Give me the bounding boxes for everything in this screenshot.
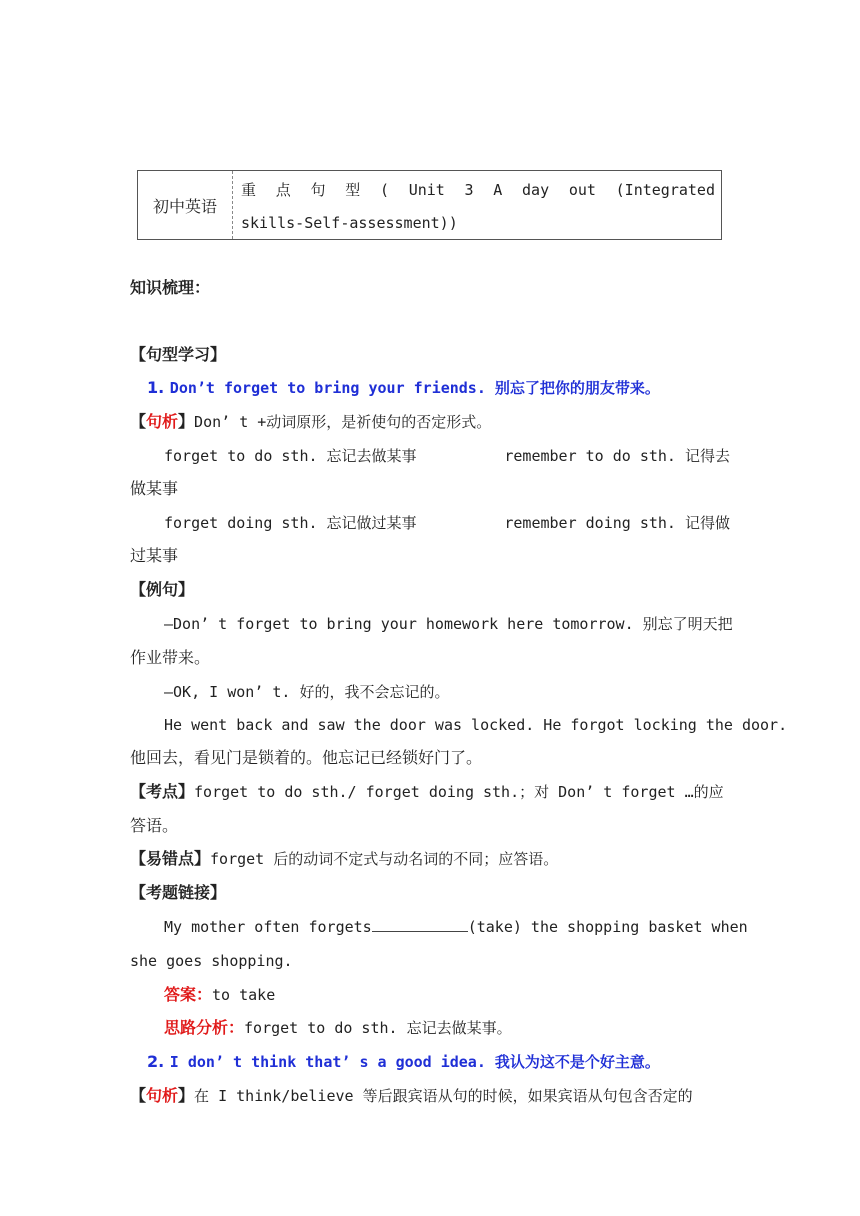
answer-line <box>164 985 764 1005</box>
item-number: 1. <box>147 378 165 397</box>
think-line <box>164 1018 764 1038</box>
usage-row-1 <box>164 446 730 466</box>
item-number: 2. <box>147 1052 165 1071</box>
question-pre: My mother often forgets <box>164 918 372 936</box>
item-2-sentence <box>147 1052 747 1072</box>
title-token: A <box>493 181 503 199</box>
think-text: forget to do sth. 忘记去做某事。 <box>244 1019 512 1037</box>
analysis-text: Don’ t +动词原形，是祈使句的否定形式。 <box>194 413 492 431</box>
kaodian-line <box>130 782 730 802</box>
usage-left: forget to do sth. 忘记去做某事 <box>164 447 417 465</box>
title-token: 句 <box>310 181 326 199</box>
answer-label: 答案： <box>164 985 213 1004</box>
answer-blank <box>372 917 468 932</box>
title-line-1 <box>241 174 715 207</box>
kaodian-cont: 答语。 <box>130 816 179 835</box>
link-label: 【考题链接】 <box>130 883 227 902</box>
title-token: day <box>522 181 550 199</box>
title-token: (Integrated <box>615 181 715 199</box>
usage-right: remember to do sth. 记得去 <box>504 447 730 465</box>
header-table <box>137 170 722 240</box>
example-label: 【例句】 <box>130 580 195 599</box>
kaodian-label: 【考点】 <box>130 782 195 801</box>
question-cont: she goes shopping. <box>130 952 293 970</box>
subject-cell: 初中英语 <box>138 171 233 239</box>
sentence-study-heading: 【句型学习】 <box>130 345 227 364</box>
title-token: 点 <box>275 181 291 199</box>
example-line: 他回去，看见门是锁着的。他忘记已经锁好门了。 <box>130 748 483 767</box>
yicuo-line <box>130 849 730 869</box>
usage-row-1-cont: 做某事 <box>130 479 179 498</box>
yicuo-label: 【易错点】 <box>130 849 211 868</box>
title-token: out <box>568 181 596 199</box>
example-line: 作业带来。 <box>130 648 211 667</box>
title-token: Unit <box>408 181 445 199</box>
example-line: —OK, I won’ t. 好的，我不会忘记的。 <box>164 683 450 701</box>
analysis-label: 句析 <box>146 412 179 431</box>
question-post: (take) the shopping basket when <box>467 918 748 936</box>
example-line: He went back and saw the door was locked. He forgot locking the door. <box>164 716 788 734</box>
title-token: 重 <box>241 181 257 199</box>
section-heading: 知识梳理： <box>130 278 211 297</box>
title-token: 3 <box>464 181 474 199</box>
usage-row-2-cont: 过某事 <box>130 546 179 565</box>
title-token: 型 <box>345 181 361 199</box>
usage-left: forget doing sth. 忘记做过某事 <box>164 514 417 532</box>
think-label: 思路分析： <box>164 1018 245 1037</box>
analysis-text: 在 I think/believe 等后跟宾语从句的时候，如果宾语从句包含否定的 <box>194 1087 693 1105</box>
key-sentence: I don’ t think that’ s a good idea. 我认为这不是个好主意。 <box>169 1053 660 1071</box>
kaodian-text: forget to do sth./ forget doing sth.；对 Don’ t forget …的应 <box>194 783 724 801</box>
item-2-analysis: 【句析】在 I think/believe 等后跟宾语从句的时候，如果宾语从句包含否定的 <box>130 1086 693 1105</box>
analysis-label: 句析 <box>146 1086 179 1105</box>
title-cell <box>233 171 721 239</box>
key-sentence: Don’t forget to bring your friends. 别忘了把你的朋友带来。 <box>169 379 660 397</box>
yicuo-text: forget 后的动词不定式与动名词的不同；应答语。 <box>210 850 559 868</box>
question-line <box>164 917 748 937</box>
usage-row-2 <box>164 513 730 533</box>
title-token: ( <box>379 181 389 199</box>
example-line: —Don’ t forget to bring your homework here tomorrow. 别忘了明天把 <box>164 615 733 633</box>
title-line-2: skills-Self-assessment)) <box>241 214 458 232</box>
usage-right: remember doing sth. 记得做 <box>504 514 730 532</box>
item-1-sentence <box>147 378 747 398</box>
answer-text: to take <box>212 986 276 1004</box>
item-1-analysis: 【句析】Don’ t +动词原形，是祈使句的否定形式。 <box>130 412 492 431</box>
